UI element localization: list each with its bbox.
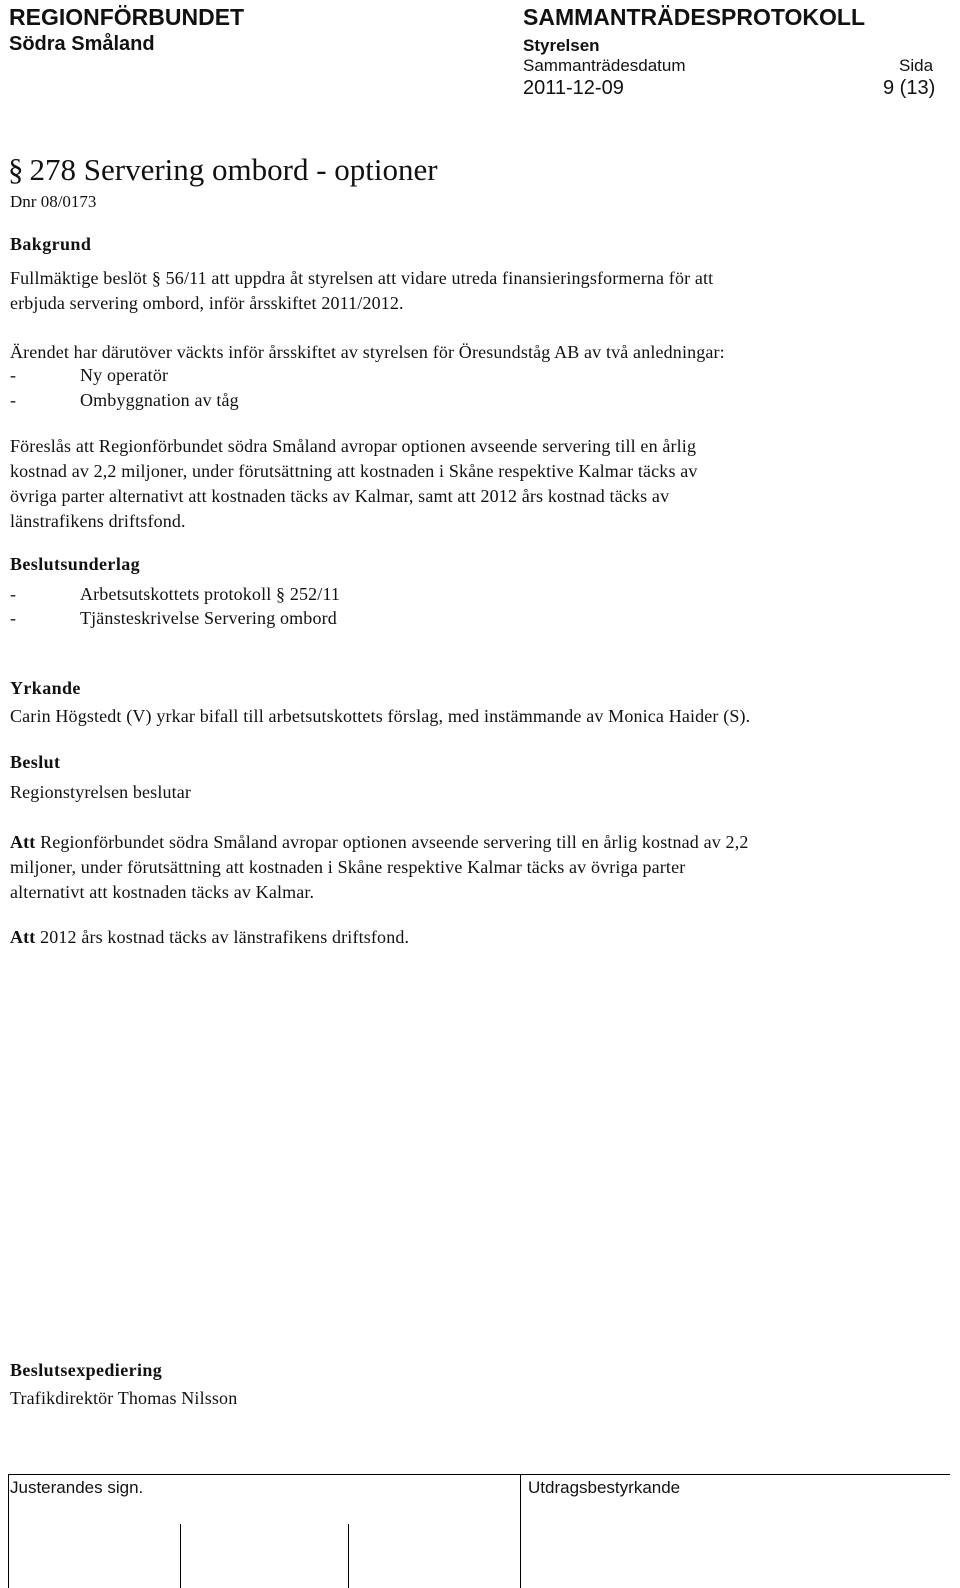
footer-box-line (8, 1474, 9, 1588)
list-item-text: Ombyggnation av tåg (80, 390, 239, 410)
bakgrund-paragraph-2: Ärendet har därutöver väckts inför årsskiftet av styrelsen för Öresundståg AB av två anledningar: (10, 342, 725, 362)
heading-yrkande: Yrkande (10, 678, 81, 698)
page-label: Sida (899, 56, 934, 75)
extract-certification-label: Utdragsbestyrkande (528, 1478, 681, 1497)
footer-box-line (180, 1524, 181, 1588)
paragraph-symbol: § (8, 152, 24, 187)
att-lead: Att (10, 927, 36, 947)
list-item-text: Tjänsteskrivelse Servering ombord (80, 608, 337, 628)
text-line: kostnad av 2,2 miljoner, under förutsättning att kostnaden i Skåne respektive Kalmar täcks av (10, 461, 698, 481)
text-line: länstrafikens driftsfond. (10, 511, 186, 531)
att-text: 2012 års kostnad täcks av länstrafikens driftsfond. (35, 927, 410, 947)
att-text: Regionförbundet södra Småland avropar optionen avseende servering till en årlig kostnad av 2,2 (35, 832, 749, 852)
footer-box-line (348, 1524, 349, 1588)
list-item-text: Ny operatör (80, 365, 169, 385)
meeting-date: 2011-12-09 (523, 77, 624, 99)
heading-beslut: Beslut (10, 752, 61, 772)
beslut-att-1 (10, 830, 940, 905)
att-lead: Att (10, 832, 36, 852)
diary-number: Dnr 08/0173 (10, 192, 97, 211)
board-name: Styrelsen (523, 36, 600, 55)
signature-label: Justerandes sign. (10, 1478, 144, 1497)
list-item: - Tjänsteskrivelse Servering ombord (10, 608, 337, 628)
heading-bakgrund: Bakgrund (10, 234, 92, 254)
text-line: alternativt att kostnaden täcks av Kalmar. (10, 882, 315, 902)
heading-beslutsunderlag: Beslutsunderlag (10, 554, 141, 574)
section-title (8, 152, 438, 188)
list-item-text: Arbetsutskottets protokoll § 252/11 (80, 584, 341, 604)
beslut-intro: Regionstyrelsen beslutar (10, 782, 192, 802)
footer-box-line (520, 1474, 521, 1588)
bakgrund-paragraph-1 (10, 266, 940, 316)
organization-name: REGIONFÖRBUNDET (9, 4, 245, 30)
text-line (10, 830, 940, 855)
beslutsexpediering-text: Trafikdirektör Thomas Nilsson (10, 1388, 238, 1408)
region-name: Södra Småland (9, 33, 155, 55)
bakgrund-paragraph-3 (10, 434, 940, 534)
footer-divider (8, 1474, 950, 1475)
section-title-text: 278 Servering ombord - optioner (29, 152, 438, 187)
text-line: miljoner, under förutsättning att kostnaden i Skåne respektive Kalmar täcks av övriga parter (10, 857, 686, 877)
text-line: Föreslås att Regionförbundet södra Småland avropar optionen avseende servering till en årlig (10, 436, 697, 456)
document-type: SAMMANTRÄDESPROTOKOLL (523, 4, 866, 30)
beslut-att-2 (10, 925, 940, 950)
text-line: erbjuda servering ombord, inför årsskiftet 2011/2012. (10, 293, 404, 313)
yrkande-text: Carin Högstedt (V) yrkar bifall till arbetsutskottets förslag, med instämmande av Monica Haider (S). (10, 706, 751, 726)
list-item: - Ny operatör (10, 365, 169, 385)
page-number: 9 (13) (883, 77, 936, 99)
list-item: - Arbetsutskottets protokoll § 252/11 (10, 584, 341, 604)
list-item: - Ombyggnation av tåg (10, 390, 239, 410)
text-line: Fullmäktige beslöt § 56/11 att uppdra åt styrelsen att vidare utreda finansieringsformerna för att (10, 268, 714, 288)
text-line: övriga parter alternativt att kostnaden täcks av Kalmar, samt att 2012 års kostnad täcks av (10, 486, 670, 506)
meeting-date-label: Sammanträdesdatum (523, 56, 686, 75)
heading-beslutsexpediering: Beslutsexpediering (10, 1360, 163, 1380)
